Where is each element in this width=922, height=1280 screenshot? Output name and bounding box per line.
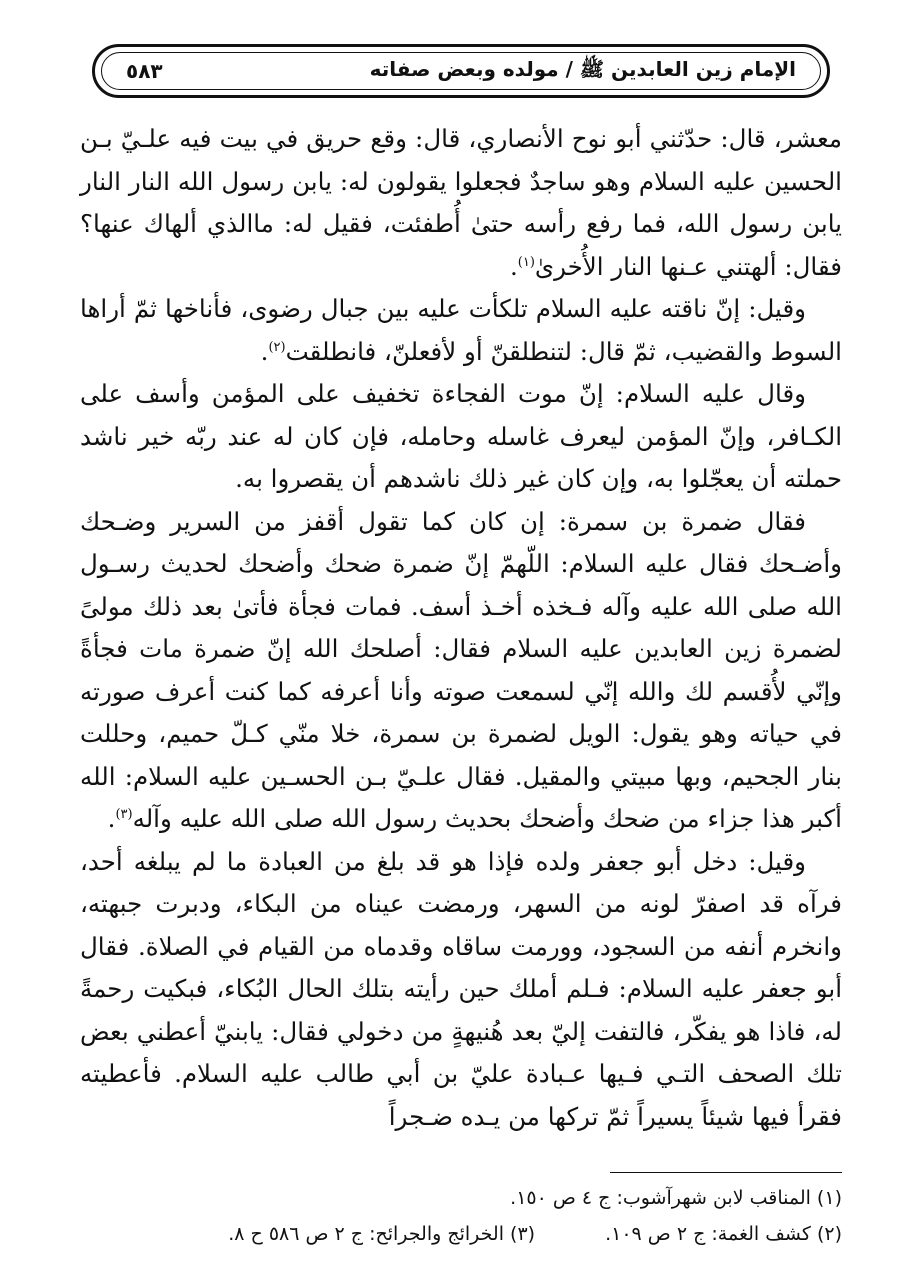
paragraph: وقيل: إنّ ناقته عليه السلام تلكأت عليه بين جبال رضوى، فأناخها ثمّ أراها السوط والقضيب، ثمّ قال: لتنطلقنّ أو لأفعلنّ، فانطلقت$^{(٢)}$. [80, 294, 842, 366]
footnote-1: (١) المناقب لابن شهرآشوب: ج ٤ ص ١٥٠. [510, 1187, 842, 1209]
running-header [92, 44, 830, 98]
footnote-row [80, 1180, 842, 1216]
chapter-title: الإمام زين العابدين ﷺ / مولده وبعض صفاته [369, 56, 796, 81]
page-number: ٥٨٣ [126, 59, 163, 83]
footnote-mark: (٣) [115, 806, 133, 822]
footnotes [80, 1180, 842, 1252]
paragraph-text: معشر، قال: حدّثني أبو نوح الأنصاري، قال: وقع حريق في بيت فيه علـيّ بـن الحسين عليه السلام وهو ساجدٌ فجعلوا يقولون له: يابن رسول الله النار النار يابن رسول الله، فما رفع رأسه حتىٰ أُطفئت، فقيل له: ماالذي ألهاك عنها؟ فقال: ألهتني عـنها النار الأُخرىٰ [80, 124, 842, 281]
paragraph: وقال عليه السلام: إنّ موت الفجاءة تخفيف على المؤمن وأسف على الكـافر، وإنّ المؤمن ليعرف غاسله وحامله، فإن كان له عند ربّه خير ناشد حملته أن يعجّلوا به، وإن كان غير ذلك ناشدهم أن يقصروا به. [80, 379, 842, 493]
running-header-inner [101, 52, 821, 90]
footnote-3: (٣) الخرائج والجرائح: ج ٢ ص ٥٨٦ ح ٨. [228, 1223, 536, 1245]
paragraph-text: فقال ضمرة بن سمرة: إن كان كما تقول أقفز من السرير وضـحك وأضـحك فقال عليه السلام: اللّهمّ إنّ ضمرة ضحك وأضحك لحديث رسـول الله صلى الله عليه وآله فـخذه أخـذ أسف. فمات فجأة فأتىٰ بعد ذلك مولىً لضمرة زين العابدين عليه السلام فقال: أصلحك الله إنّ ضمرة مات فجأةً وإنّي لأُقسم لك والله إنّي لسمعت صوته وأنا أعرفه كما كنت أعرف صورته في حياته وهو يقول: الويل لضمرة بن سمرة، خلا منّي كـلّ حميم، وحللت بنار الجحيم، وبها مبيتي والمقيل. فقال علـيّ بـن الحسـين عليه السلام: الله أكبر هذا جزاء من ضحك وأضحك بحديث رسول الله صلى الله عليه وآله [80, 506, 842, 833]
footnote-mark: (٢) [268, 339, 286, 355]
body-text [80, 118, 842, 1138]
paragraph: وقيل: دخل أبو جعفر ولده فإذا هو قد بلغ من العبادة ما لم يبلغه أحد، فرآه قد اصفرّ لونه من السهر، ورمضت عيناه من البكاء، ودبرت جبهته، وانخرم أنفه من السجود، وورمت ساقاه وقدماه من القيام في الصلاة. فقال أبو جعفر عليه السلام: فـلم أملك حين رأيته بتلك الحال البُكاء، فبكيت رحمةً له، فاذا هو يفكّر، فالتفت إليّ بعد هُنيهةٍ من دخولي فقال: يابنيّ أعطني بعض تلك الصحف التـي فـيها عـبادة عليّ بن أبي طالب عليه السلام. فأعطيته فقرأ فيها شيئاً يسيراً ثمّ تركها من يـده ضـجراً [80, 846, 842, 1131]
paragraph: فقال ضمرة بن سمرة: إن كان كما تقول أقفز من السرير وضـحك وأضـحك فقال عليه السلام: اللّهمّ إنّ ضمرة ضحك وأضحك لحديث رسـول الله صلى الله عليه وآله فـخذه أخـذ أسف. فمات فجأة فأتىٰ بعد ذلك مولىً لضمرة زين العابدين عليه السلام فقال: أصلحك الله إنّ ضمرة مات فجأةً وإنّي لأُقسم لك والله إنّي لسمعت صوته وأنا أعرفه كما كنت أعرف صورته في حياته وهو يقول: الويل لضمرة بن سمرة، خلا منّي كـلّ حميم، وحللت بنار الجحيم، وبها مبيتي والمقيل. فقال علـيّ بـن الحسـين عليه السلام: الله أكبر هذا جزاء من ضحك وأضحك بحديث رسول الله صلى الله عليه وآله$^{(٣)}$. [80, 506, 842, 833]
paragraph: معشر، قال: حدّثني أبو نوح الأنصاري، قال: وقع حريق في بيت فيه علـيّ بـن الحسين عليه السلام وهو ساجدٌ فجعلوا يقولون له: يابن رسول الله النار النار يابن رسول الله، فما رفع رأسه حتىٰ أُطفئت، فقيل له: ماالذي ألهاك عنها؟ فقال: ألهتني عـنها النار الأُخرىٰ$^{(١)}$. [80, 124, 842, 281]
footnote-row [80, 1216, 842, 1252]
footnote-mark: (١) [517, 254, 535, 270]
footnote-divider [610, 1172, 842, 1173]
paragraph-text: وقيل: إنّ ناقته عليه السلام تلكأت عليه بين جبال رضوى، فأناخها ثمّ أراها السوط والقضيب، ثمّ قال: لتنطلقنّ أو لأفعلنّ، فانطلقت [80, 294, 842, 366]
footnote-2: (٢) كشف الغمة: ج ٢ ص ١٠٩. [605, 1223, 842, 1245]
